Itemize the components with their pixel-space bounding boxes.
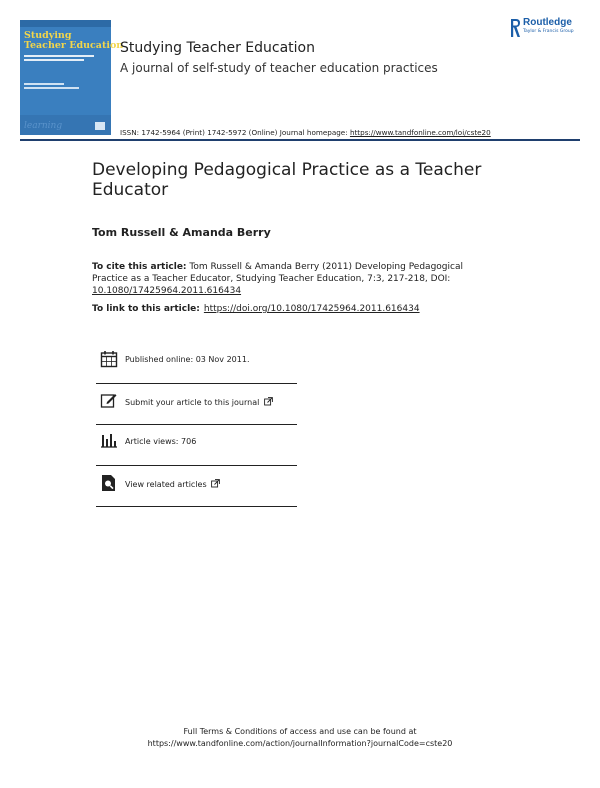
issn-line: [120, 128, 491, 137]
footer-terms-text: Full Terms & Conditions of access and use can be found at: [183, 727, 417, 736]
related-search-icon: [100, 474, 118, 492]
cover-text-bar: [24, 83, 64, 85]
issn-text: ISSN: 1742-5964 (Print) 1742-5972 (Online) Journal homepage:: [120, 128, 350, 137]
article-authors: Tom Russell & Amanda Berry: [92, 226, 271, 239]
journal-homepage-link[interactable]: https://www.tandfonline.com/loi/cste20: [349, 128, 491, 137]
related-articles-row[interactable]: [96, 474, 296, 514]
external-link-icon: [211, 479, 220, 488]
submit-article-row[interactable]: [96, 391, 296, 431]
citation-label: To cite this article:: [92, 262, 187, 272]
related-articles-text: View related articles: [125, 480, 207, 489]
article-views-row: [96, 432, 296, 472]
published-date-text: Published online: 03 Nov 2011.: [125, 355, 250, 364]
cover-top-band: [20, 20, 111, 27]
citation-text: Tom Russell & Amanda Berry (2011) Developing Pedagogical Practice as a Teacher Educator, Studying Teacher Education, 7:3, 217-218, DOI:: [92, 262, 463, 284]
info-divider: [96, 383, 297, 384]
bar-chart-icon: [100, 432, 118, 448]
journal-title: Studying Teacher Education: [120, 40, 315, 56]
cover-footer-word: learning: [24, 121, 63, 131]
page-footer: [0, 726, 600, 750]
external-link-icon: [264, 397, 273, 406]
routledge-r-icon: [510, 18, 521, 38]
calendar-icon: [100, 350, 118, 368]
cover-title-line2: Teacher Education: [24, 40, 124, 51]
published-row: [96, 350, 296, 390]
cover-text-bar: [24, 87, 79, 89]
citation-block: [92, 261, 492, 297]
cover-subtitle-bar: [24, 59, 84, 61]
cover-title-line1: Studying: [24, 30, 72, 41]
info-divider: [96, 424, 297, 425]
citation-doi-link[interactable]: 10.1080/17425964.2011.616434: [92, 286, 242, 296]
cover-publisher-mark: [95, 122, 105, 130]
footer-terms-url[interactable]: https://www.tandfonline.com/action/journalInformation?journalCode=cste20: [147, 739, 453, 748]
article-doi-url[interactable]: https://doi.org/10.1080/17425964.2011.616434: [203, 304, 420, 314]
publisher-name: Routledge: [523, 17, 572, 28]
journal-subtitle: A journal of self-study of teacher education practices: [120, 61, 438, 75]
article-views-text: Article views: 706: [125, 437, 197, 446]
info-divider: [96, 465, 297, 466]
journal-cover-image: [20, 20, 124, 135]
header-divider: [20, 139, 580, 141]
article-link-label: To link to this article:: [92, 304, 200, 314]
publisher-logo[interactable]: [510, 17, 574, 38]
article-link-block: [92, 304, 420, 314]
article-title: Developing Pedagogical Practice as a Teacher Educator: [92, 160, 482, 200]
edit-pencil-icon: [100, 391, 118, 409]
cover-subtitle-bar: [24, 55, 94, 57]
publisher-tagline: Taylor & Francis Group: [523, 29, 574, 34]
related-articles-link[interactable]: [125, 479, 220, 489]
submit-article-text: Submit your article to this journal: [125, 398, 260, 407]
submit-article-link[interactable]: [125, 397, 273, 407]
info-divider: [96, 506, 297, 507]
